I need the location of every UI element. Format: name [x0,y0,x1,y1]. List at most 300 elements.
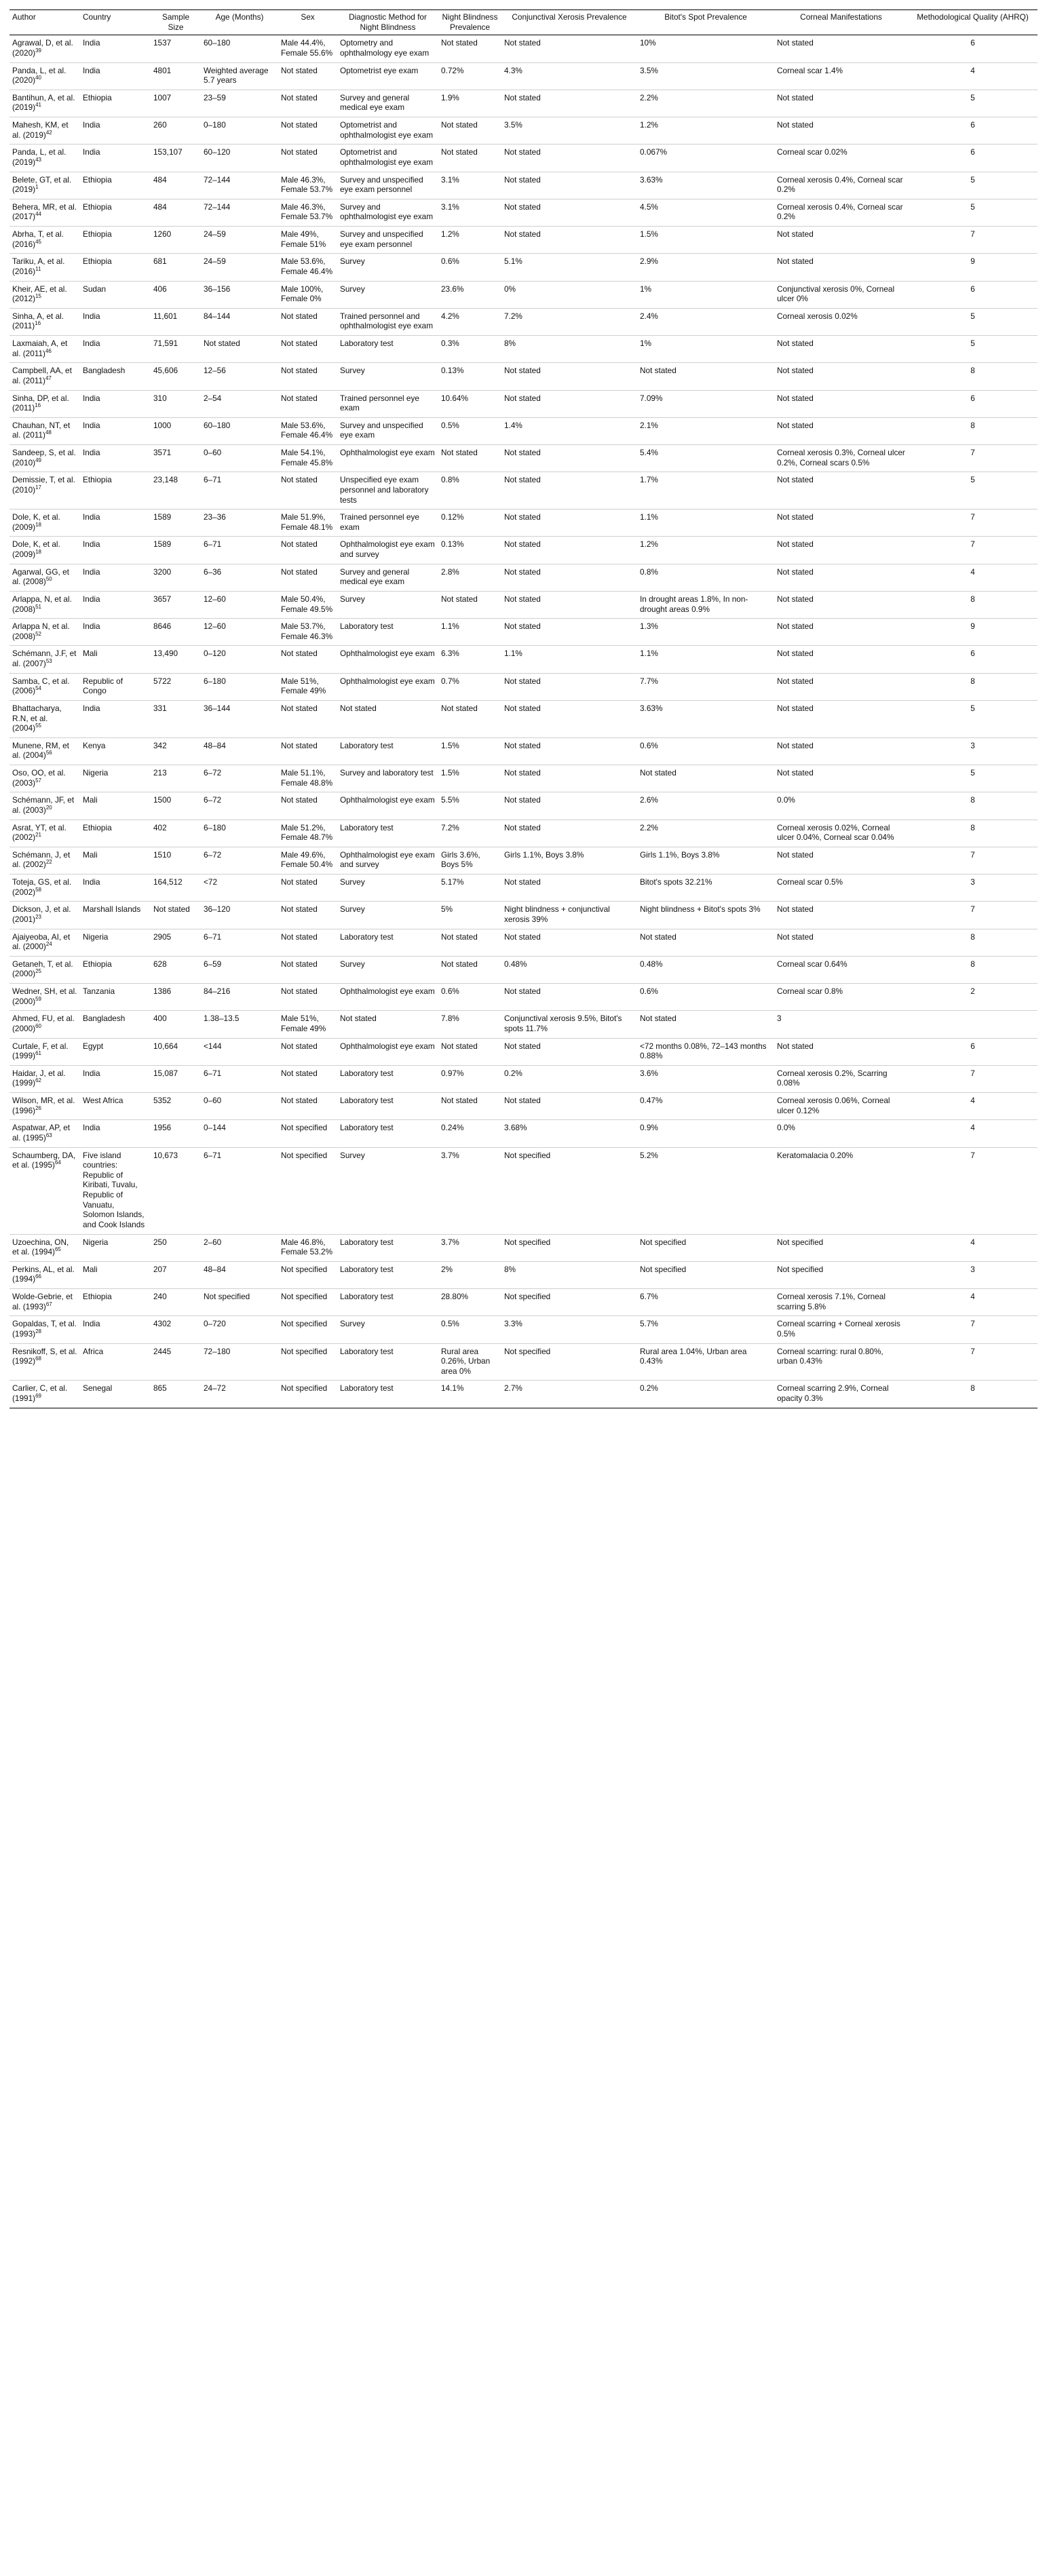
cell-sex: Not stated [278,472,337,510]
cell-diagnostic-method: Laboratory test [337,336,438,363]
cell-bitots-spot: Not stated [637,765,774,792]
cell-diagnostic-method: Survey and general medical eye exam [337,90,438,117]
cell-sex: Not stated [278,363,337,390]
cell-sex: Male 51.9%, Female 48.1% [278,510,337,537]
cell-night-blindness: 5% [438,902,501,929]
cell-night-blindness: 14.1% [438,1381,501,1408]
cell-conjunctival-xerosis: Not stated [501,765,637,792]
table-row [9,1038,1038,1065]
author-name: Kheir, AE, et al. (2012) [12,284,67,304]
cell-quality: 5 [908,172,1038,199]
cell-quality: 4 [908,1289,1038,1316]
cell-country: Kenya [80,737,151,765]
cell-corneal: Not stated [774,117,908,145]
cell-bitots-spot: 1% [637,336,774,363]
author-name: Arlappa N, et al. (2008) [12,621,70,641]
cell-conjunctival-xerosis: Not stated [501,591,637,618]
author-name: Sinha, DP, et al. (2011) [12,393,69,413]
cell-sample-size: 153,107 [151,145,201,172]
table-row [9,445,1038,472]
cell-corneal: Corneal xerosis 0.06%, Corneal ulcer 0.12% [774,1093,908,1120]
cell-corneal: Not stated [774,417,908,444]
cell-author [9,1261,80,1288]
cell-night-blindness: 3.7% [438,1147,501,1234]
cell-country: India [80,510,151,537]
cell-corneal: Not stated [774,765,908,792]
cell-age: 6–71 [201,929,278,956]
cell-sex: Not stated [278,646,337,673]
cell-age: 6–71 [201,472,278,510]
cell-diagnostic-method: Ophthalmologist eye exam and survey [337,537,438,564]
cell-corneal: Not stated [774,390,908,417]
reference-number: 67 [45,1301,52,1307]
cell-country: Mali [80,792,151,820]
col-header-conjunctival-xerosis: Conjunctival Xerosis Prevalence [501,10,637,35]
cell-night-blindness: Not stated [438,117,501,145]
col-header-age: Age (Months) [201,10,278,35]
cell-age: 24–59 [201,227,278,254]
col-header-author: Author [9,10,80,35]
cell-sample-size: 1589 [151,537,201,564]
cell-age: Weighted average 5.7 years [201,62,278,90]
cell-night-blindness: 7.2% [438,820,501,847]
cell-sex: Not stated [278,984,337,1011]
reference-number: 42 [45,129,52,136]
cell-quality: 9 [908,619,1038,646]
cell-bitots-spot: 0.48% [637,956,774,983]
cell-diagnostic-method: Survey and unspecified eye exam [337,417,438,444]
cell-age: 6–71 [201,1065,278,1092]
author-name: Perkins, AL, et al. (1994) [12,1264,75,1284]
cell-country: Tanzania [80,984,151,1011]
cell-sex: Not specified [278,1316,337,1343]
reference-number: 50 [45,576,52,583]
table-row [9,1316,1038,1343]
cell-night-blindness: 0.13% [438,537,501,564]
cell-country: Ethiopia [80,472,151,510]
cell-diagnostic-method: Laboratory test [337,619,438,646]
cell-age: 0–60 [201,1093,278,1120]
cell-bitots-spot: Not stated [637,1011,774,1038]
cell-corneal: Not stated [774,254,908,281]
cell-country: India [80,445,151,472]
cell-bitots-spot: 2.6% [637,792,774,820]
cell-quality: 3 [908,874,1038,902]
cell-age: 60–120 [201,145,278,172]
cell-bitots-spot: 1.1% [637,646,774,673]
cell-night-blindness: 0.24% [438,1120,501,1147]
cell-sex: Not stated [278,1065,337,1092]
reference-number: 63 [45,1132,52,1138]
cell-bitots-spot: 10% [637,35,774,62]
cell-age: 24–59 [201,254,278,281]
cell-quality: 7 [908,1065,1038,1092]
cell-quality: 8 [908,1381,1038,1408]
author-name: Schaumberg, DA, et al. (1995) [12,1150,76,1170]
cell-author [9,1289,80,1316]
cell-corneal: Corneal scarring 2.9%, Corneal opacity 0.3% [774,1381,908,1408]
author-name: Oso, OO, et al. (2003) [12,768,66,788]
cell-country: India [80,1065,151,1092]
cell-conjunctival-xerosis: 3.5% [501,117,637,145]
cell-conjunctival-xerosis: Conjunctival xerosis 9.5%, Bitot's spots 11.7% [501,1011,637,1038]
cell-author [9,1234,80,1261]
cell-quality: 8 [908,363,1038,390]
cell-age: 6–59 [201,956,278,983]
cell-diagnostic-method: Survey and unspecified eye exam personnel [337,172,438,199]
cell-quality [908,1011,1038,1038]
cell-country: India [80,537,151,564]
author-name: Wilson, MR, et al. (1996) [12,1096,75,1115]
author-name: Behera, MR, et al. (2017) [12,201,77,222]
cell-sex: Not stated [278,308,337,335]
cell-country: Ethiopia [80,199,151,226]
cell-age: 6–72 [201,765,278,792]
cell-author [9,472,80,510]
table-row [9,847,1038,874]
cell-country: Sudan [80,281,151,308]
col-header-night-blindness: Night Blindness Prevalence [438,10,501,35]
cell-corneal: Not stated [774,646,908,673]
reference-number: 15 [35,293,42,300]
cell-country: India [80,336,151,363]
reference-number: 55 [35,723,42,729]
cell-corneal: 0.0% [774,1120,908,1147]
table-row [9,700,1038,737]
cell-corneal: Not stated [774,472,908,510]
cell-age: 6–71 [201,1147,278,1234]
reference-number: 18 [35,521,42,528]
cell-diagnostic-method: Survey [337,1147,438,1234]
cell-night-blindness: 0.7% [438,673,501,700]
cell-sample-size: 1589 [151,510,201,537]
cell-night-blindness: 3.7% [438,1234,501,1261]
cell-quality: 4 [908,62,1038,90]
cell-age: 6–71 [201,537,278,564]
cell-night-blindness: Rural area 0.26%, Urban area 0% [438,1343,501,1381]
cell-bitots-spot: 2.2% [637,820,774,847]
cell-sex: Not stated [278,90,337,117]
cell-night-blindness: 1.5% [438,737,501,765]
reference-number: 40 [35,75,42,81]
reference-number: 53 [45,658,52,665]
cell-night-blindness: Not stated [438,1038,501,1065]
cell-sample-size: 4801 [151,62,201,90]
author-name: Campbell, AA, et al. (2011) [12,366,72,385]
cell-corneal: 0.0% [774,792,908,820]
cell-bitots-spot: Girls 1.1%, Boys 3.8% [637,847,774,874]
cell-age: 60–180 [201,417,278,444]
reference-number: 57 [35,777,42,784]
cell-sample-size: 2905 [151,929,201,956]
cell-diagnostic-method: Ophthalmologist eye exam [337,792,438,820]
cell-age: 48–84 [201,1261,278,1288]
cell-author [9,1093,80,1120]
reference-number: 65 [54,1246,61,1253]
table-row [9,765,1038,792]
cell-quality: 8 [908,792,1038,820]
cell-bitots-spot: 2.1% [637,417,774,444]
cell-sample-size: 402 [151,820,201,847]
cell-author [9,62,80,90]
cell-conjunctival-xerosis: Not stated [501,929,637,956]
author-name: Tariku, A, et al. (2016) [12,256,65,276]
cell-corneal: Corneal xerosis 0.3%, Corneal ulcer 0.2%, Corneal scars 0.5% [774,445,908,472]
cell-bitots-spot: 2.4% [637,308,774,335]
reference-number: 47 [45,374,52,381]
cell-sex: Male 53.6%, Female 46.4% [278,417,337,444]
cell-conjunctival-xerosis: Not stated [501,472,637,510]
cell-diagnostic-method: Survey [337,281,438,308]
cell-conjunctival-xerosis: 0.2% [501,1065,637,1092]
cell-bitots-spot: Rural area 1.04%, Urban area 0.43% [637,1343,774,1381]
cell-sex: Not specified [278,1147,337,1234]
cell-night-blindness: 3.1% [438,199,501,226]
cell-conjunctival-xerosis: Not stated [501,700,637,737]
cell-sample-size: 23,148 [151,472,201,510]
cell-night-blindness: 0.6% [438,254,501,281]
table-row [9,35,1038,62]
cell-corneal: Not stated [774,227,908,254]
reference-number: 16 [35,320,41,327]
cell-sample-size: 10,664 [151,1038,201,1065]
cell-author [9,1038,80,1065]
cell-diagnostic-method: Ophthalmologist eye exam [337,984,438,1011]
col-header-corneal: Corneal Manifestations [774,10,908,35]
author-name: Bantihun, A, et al. (2019) [12,92,75,113]
cell-corneal: Keratomalacia 0.20% [774,1147,908,1234]
cell-sample-size: 250 [151,1234,201,1261]
table-row [9,902,1038,929]
cell-country: Ethiopia [80,820,151,847]
reference-number: 62 [35,1077,42,1084]
reference-number: 41 [35,102,42,109]
cell-bitots-spot: 1.7% [637,472,774,510]
cell-country: India [80,417,151,444]
cell-sex: Not stated [278,537,337,564]
cell-corneal: Not stated [774,35,908,62]
reference-number: 26 [35,1104,42,1111]
cell-age: 72–144 [201,199,278,226]
cell-country: West Africa [80,1093,151,1120]
cell-sample-size: 4302 [151,1316,201,1343]
cell-corneal: Not stated [774,591,908,618]
cell-country: Republic of Congo [80,673,151,700]
cell-sample-size: 213 [151,765,201,792]
cell-author [9,874,80,902]
cell-corneal: 3 [774,1011,908,1038]
header-row [9,10,1038,35]
cell-bitots-spot: 4.5% [637,199,774,226]
reference-number: 22 [45,859,52,866]
cell-bitots-spot: 5.4% [637,445,774,472]
cell-conjunctival-xerosis: Not stated [501,510,637,537]
cell-author [9,172,80,199]
cell-author [9,820,80,847]
table-row [9,564,1038,591]
cell-sample-size: 400 [151,1011,201,1038]
cell-country: India [80,564,151,591]
cell-corneal: Corneal scar 0.64% [774,956,908,983]
reference-number: 69 [35,1393,42,1400]
cell-quality: 7 [908,1316,1038,1343]
cell-conjunctival-xerosis: Not stated [501,390,637,417]
cell-country: India [80,145,151,172]
cell-conjunctival-xerosis: Not specified [501,1289,637,1316]
cell-country: Nigeria [80,765,151,792]
author-name: Dole, K, et al. (2009) [12,539,60,559]
cell-night-blindness: 1.1% [438,619,501,646]
cell-quality: 4 [908,564,1038,591]
cell-country: India [80,35,151,62]
reference-number: 28 [35,1328,42,1334]
cell-sample-size: 10,673 [151,1147,201,1234]
cell-sample-size: 164,512 [151,874,201,902]
cell-bitots-spot: 1.5% [637,227,774,254]
reference-number: 1 [35,184,39,191]
table-row [9,1120,1038,1147]
cell-corneal: Corneal scar 0.02% [774,145,908,172]
cell-bitots-spot: 0.6% [637,984,774,1011]
cell-bitots-spot: 0.067% [637,145,774,172]
author-name: Bhattacharya, R.N, et al. (2004) [12,703,62,733]
reference-number: 44 [35,211,42,218]
cell-night-blindness: 2.8% [438,564,501,591]
cell-sex: Male 46.8%, Female 53.2% [278,1234,337,1261]
cell-author [9,145,80,172]
reference-number: 43 [35,156,42,163]
cell-country: Mali [80,646,151,673]
cell-corneal: Not stated [774,336,908,363]
cell-diagnostic-method: Laboratory test [337,1120,438,1147]
cell-age: 6–180 [201,673,278,700]
cell-corneal: Not stated [774,929,908,956]
cell-night-blindness: 10.64% [438,390,501,417]
col-header-sex: Sex [278,10,337,35]
cell-diagnostic-method: Trained personnel eye exam [337,510,438,537]
author-name: Uzoechina, ON, et al. (1994) [12,1237,69,1257]
cell-sample-size: 71,591 [151,336,201,363]
cell-night-blindness: Not stated [438,1093,501,1120]
cell-conjunctival-xerosis: Not stated [501,35,637,62]
cell-conjunctival-xerosis: 0.48% [501,956,637,983]
cell-author [9,363,80,390]
cell-quality: 4 [908,1234,1038,1261]
cell-bitots-spot: Not specified [637,1234,774,1261]
cell-age: 84–144 [201,308,278,335]
cell-conjunctival-xerosis: Not stated [501,792,637,820]
author-name: Schémann, JF, et al. (2003) [12,795,75,815]
author-name: Wedner, SH, et al. (2000) [12,986,77,1006]
cell-corneal: Corneal xerosis 0.02%, Corneal ulcer 0.04%, Corneal scar 0.04% [774,820,908,847]
cell-author [9,117,80,145]
col-header-diagnostic-method: Diagnostic Method for Night Blindness [337,10,438,35]
cell-sample-size: 681 [151,254,201,281]
table-row [9,308,1038,335]
cell-bitots-spot: 3.63% [637,700,774,737]
cell-corneal: Corneal xerosis 0.2%, Scarring 0.08% [774,1065,908,1092]
cell-night-blindness: 1.5% [438,765,501,792]
cell-sex: Male 100%, Female 0% [278,281,337,308]
cell-bitots-spot: 6.7% [637,1289,774,1316]
cell-bitots-spot: Not specified [637,1261,774,1288]
col-header-country: Country [80,10,151,35]
cell-night-blindness: 0.13% [438,363,501,390]
cell-quality: 7 [908,510,1038,537]
author-name: Panda, L, et al. (2019) [12,147,66,167]
cell-conjunctival-xerosis: Not stated [501,619,637,646]
table-row [9,737,1038,765]
cell-sex: Not stated [278,117,337,145]
cell-quality: 5 [908,199,1038,226]
author-name: Belete, GT, et al. (2019) [12,174,72,195]
cell-quality: 3 [908,737,1038,765]
author-name: Munene, RM, et al. (2004) [12,740,69,761]
cell-sex: Not stated [278,737,337,765]
cell-country: India [80,308,151,335]
author-name: Chauhan, NT, et al. (2011) [12,420,71,440]
author-name: Abrha, T, et al. (2016) [12,229,64,249]
cell-age: 12–60 [201,619,278,646]
cell-age: 0–120 [201,646,278,673]
cell-age: 0–60 [201,445,278,472]
cell-author [9,537,80,564]
cell-corneal: Corneal xerosis 0.4%, Corneal scar 0.2% [774,172,908,199]
cell-corneal: Corneal xerosis 7.1%, Corneal scarring 5.8% [774,1289,908,1316]
cell-quality: 2 [908,984,1038,1011]
cell-night-blindness: 5.5% [438,792,501,820]
cell-sex: Male 49%, Female 51% [278,227,337,254]
reference-number: 52 [35,630,42,637]
reference-number: 20 [45,804,52,811]
cell-author [9,1011,80,1038]
cell-diagnostic-method: Laboratory test [337,1343,438,1381]
cell-conjunctival-xerosis: Not stated [501,1093,637,1120]
cell-night-blindness: 0.5% [438,417,501,444]
table-row [9,281,1038,308]
cell-author [9,417,80,444]
cell-sample-size: 310 [151,390,201,417]
cell-bitots-spot: 7.7% [637,673,774,700]
table-row [9,537,1038,564]
cell-conjunctival-xerosis: 1.1% [501,646,637,673]
cell-country: India [80,874,151,902]
cell-conjunctival-xerosis: Not stated [501,199,637,226]
reference-number: 16 [35,402,41,409]
cell-corneal: Corneal scar 0.5% [774,874,908,902]
author-name: Curtale, F, et al. (1999) [12,1041,69,1061]
cell-age: 12–56 [201,363,278,390]
cell-corneal: Corneal scar 1.4% [774,62,908,90]
cell-sample-size: 1260 [151,227,201,254]
cell-quality: 7 [908,1147,1038,1234]
cell-night-blindness: 0.5% [438,1316,501,1343]
cell-age: 2–60 [201,1234,278,1261]
cell-sample-size: 1000 [151,417,201,444]
cell-night-blindness: 5.17% [438,874,501,902]
cell-author [9,308,80,335]
cell-age: 6–72 [201,792,278,820]
author-name: Aspatwar, AP, et al. (1995) [12,1123,71,1142]
cell-quality: 6 [908,390,1038,417]
cell-conjunctival-xerosis: 1.4% [501,417,637,444]
cell-age: 23–59 [201,90,278,117]
cell-sex: Not stated [278,1038,337,1065]
cell-night-blindness: Not stated [438,591,501,618]
cell-author [9,336,80,363]
author-name: Arlappa, N, et al. (2008) [12,594,72,614]
cell-diagnostic-method: Laboratory test [337,820,438,847]
